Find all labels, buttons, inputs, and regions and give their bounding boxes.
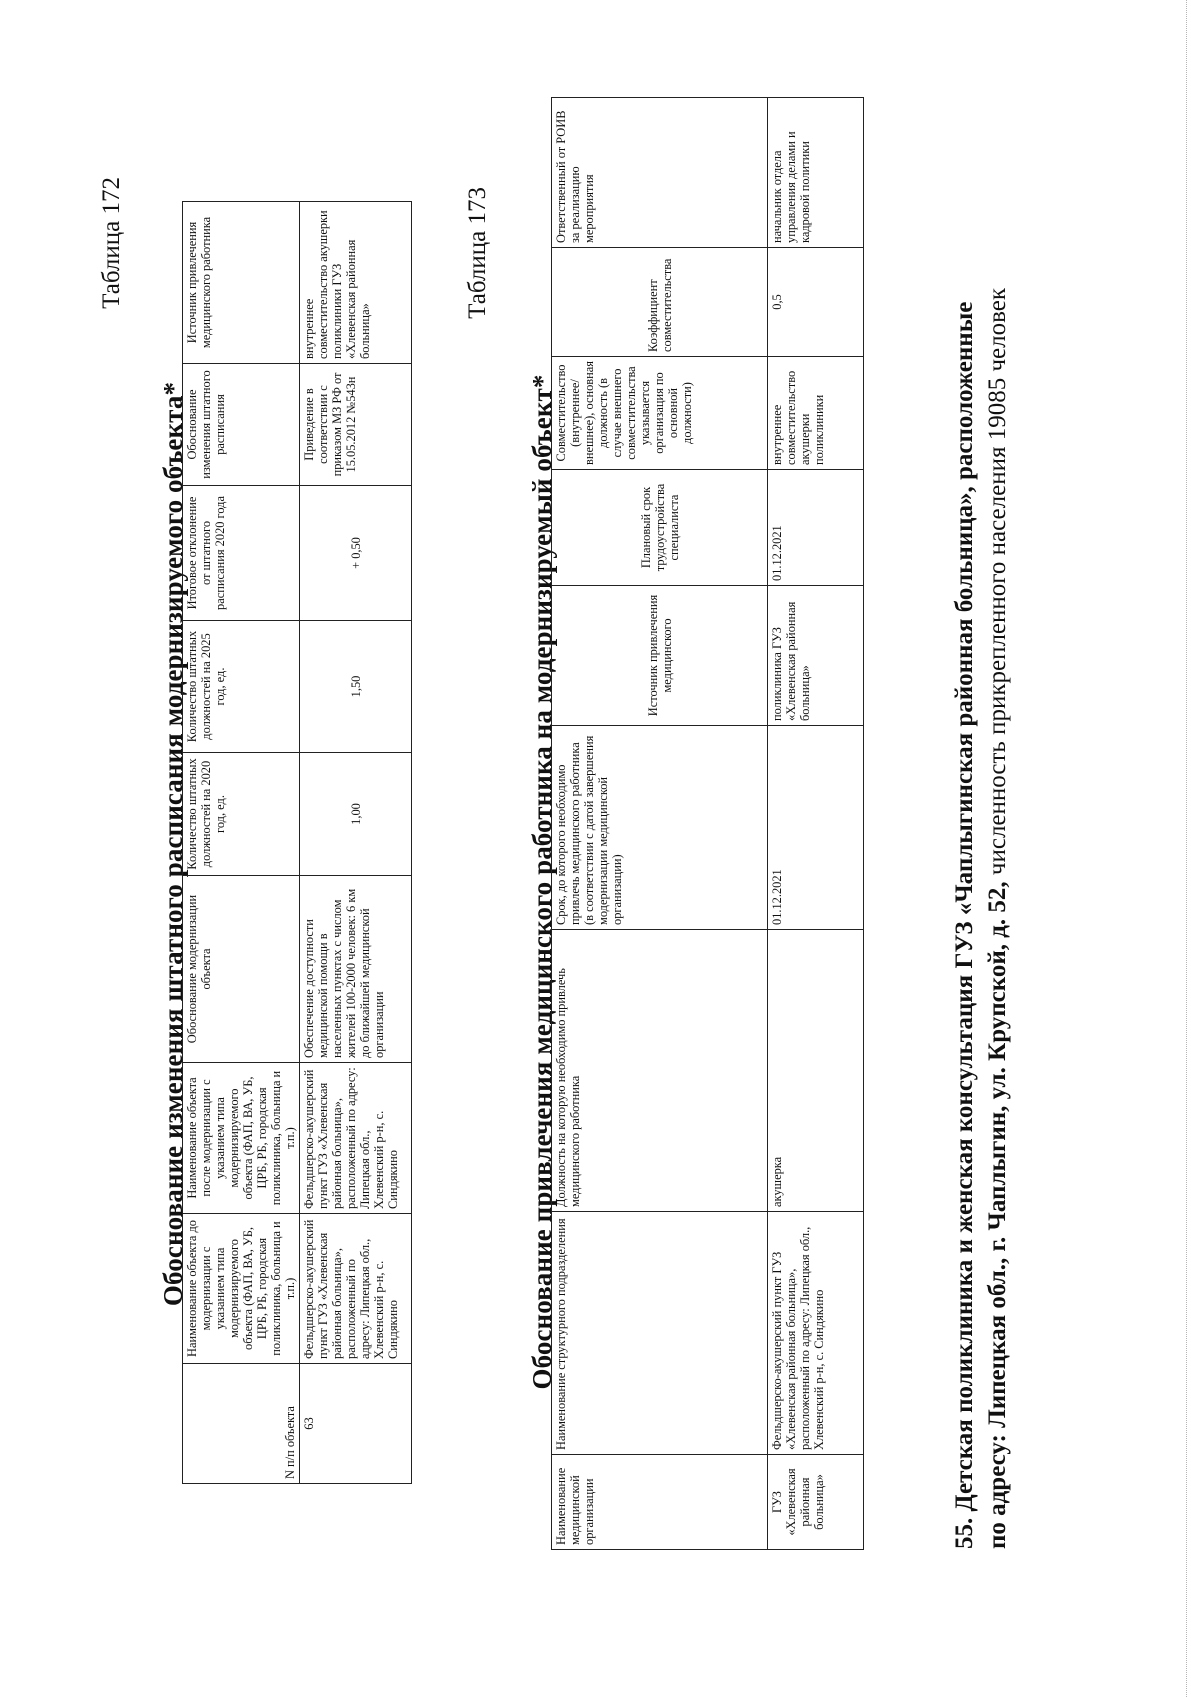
table-173-cell: акушерка bbox=[768, 930, 864, 1212]
table-173-cell: 01.12.2021 bbox=[768, 726, 864, 930]
table-173-cell: ГУЗ «Хлевенская районная больница» bbox=[768, 1455, 864, 1550]
table-172-header-cell: Наименование объекта до модернизации с указанием типа модернизируемого объекта (ФАП, ВА, УБ, ЦРБ, РБ, городская поликлиника, больница и т.п.) bbox=[183, 1214, 300, 1364]
table-173-header-cell: Срок, до которого необходимо привлечь медицинского работника (в соответствии с датой завершения модернизации медицинской организации) bbox=[552, 726, 768, 930]
table-173 bbox=[551, 97, 864, 1550]
table-172-header-cell: Наименование объекта после модернизации с указанием типа модернизируемого объекта (ФАП, ВА, УБ, ЦРБ, РБ, городская поликлиника, больница и т.п.) bbox=[183, 1063, 300, 1214]
table-173-header-cell: Плановый срок трудоустройства специалиста bbox=[552, 470, 768, 586]
table-172-header-cell: Количество штатных должностей на 2020 год, ед. bbox=[183, 753, 300, 876]
table-172-header-cell: Источник привлечения медицинского работника bbox=[183, 202, 300, 364]
table-172-header-row bbox=[183, 202, 300, 1484]
table-173-cell: Фельдшерско-акушерский пункт ГУЗ «Хлевенская районная больница», расположенный по адресу: Липецкая обл., Хлевенский р-н, с. Синдякино bbox=[768, 1212, 864, 1455]
table-173-label: Таблица 173 bbox=[464, 187, 491, 319]
table-172-label: Таблица 172 bbox=[98, 177, 125, 309]
table-173-header-cell: Коэффициент совместительства bbox=[552, 248, 768, 357]
table-173-title: Обоснование привлечения медицинского работника на модернизируемый объект* bbox=[527, 374, 557, 1390]
table-172-cell: 63 bbox=[300, 1364, 412, 1484]
table-172-header-cell: N п/п объекта bbox=[183, 1364, 300, 1484]
table-173-cell: 0,5 bbox=[768, 248, 864, 357]
table-172-cell: 1,00 bbox=[300, 753, 412, 876]
table-172-header-cell: Количество штатных должностей на 2025 год, ед. bbox=[183, 621, 300, 753]
section-heading bbox=[948, 149, 1014, 1549]
table-row bbox=[300, 202, 412, 1484]
table-172-cell: Фельдшерско-акушерский пункт ГУЗ «Хлевенская районная больница», расположенный по адресу: Липецкая обл., Хлевенский р-н, с. Синдякино bbox=[300, 1063, 412, 1214]
table-173-header-cell: Совместительство (внутреннее/внешнее), основная должность (в случае внешнего совместительства указывается организация по основной должности) bbox=[552, 357, 768, 470]
table-173-header-row bbox=[552, 98, 768, 1550]
section-heading-line-1 bbox=[948, 149, 981, 1549]
table-173-cell: 01.12.2021 bbox=[768, 470, 864, 586]
table-173-header-cell: Должность на которую необходимо привлечь медицинского работника bbox=[552, 930, 768, 1212]
table-172-cell: внутреннее совместительство акушерки поликлиники ГУЗ «Хлевенская районная больница» bbox=[300, 202, 412, 364]
table-172 bbox=[182, 201, 412, 1484]
table-173-cell: внутреннее совместительство акушерки поликлиники bbox=[768, 357, 864, 470]
table-172-cell: 1,50 bbox=[300, 621, 412, 753]
section-heading-line-2 bbox=[981, 149, 1014, 1549]
table-row bbox=[768, 98, 864, 1550]
table-173-header-cell: Ответственный от РОИВ за реализацию мероприятия bbox=[552, 98, 768, 248]
section-heading-number: 55. Детская поликлиника и женская консультация ГУЗ «Чаплыгинская районная больница», расположенные bbox=[951, 301, 978, 1549]
scan-edge-line bbox=[1186, 0, 1187, 1697]
section-heading-population: численность прикрепленного населения 19085 человек bbox=[984, 287, 1011, 882]
table-172-cell: Приведение в соответствии с приказом МЗ РФ от 15.05.2012 №543н bbox=[300, 364, 412, 486]
table-172-header-cell: Обоснование модернизации объекта bbox=[183, 876, 300, 1063]
table-172-cell: Фельдшерско-акушерский пункт ГУЗ «Хлевенская районная больница», расположенный по адресу: Липецкая обл., Хлевенский р-н, с. Синдякино bbox=[300, 1214, 412, 1364]
table-173-cell: начальник отдела управления делами и кадровой политики bbox=[768, 98, 864, 248]
table-172-header-cell: Итоговое отклонение от штатного расписания 2020 года bbox=[183, 486, 300, 621]
table-172-title: Обоснование изменения штатного расписания модернизируемого объекта* bbox=[158, 381, 188, 1307]
table-173-cell: поликлиника ГУЗ «Хлевенская районная больница» bbox=[768, 586, 864, 726]
table-172-cell: + 0,50 bbox=[300, 486, 412, 621]
section-heading-address: по адресу: Липецкая обл., г. Чаплыгин, ул. Крупской, д. 52, bbox=[984, 881, 1011, 1549]
table-172-cell: Обеспечение доступности медицинской помощи в населенных пунктах с числом жителей 100-2000 человек: 6 км до ближайшей медицинской организации bbox=[300, 876, 412, 1063]
table-172-header-cell: Обоснование изменения штатного расписания bbox=[183, 364, 300, 486]
table-173-header-cell: Наименование структурного подразделения bbox=[552, 1212, 768, 1455]
table-173-header-cell: Источник привлечения медицинского bbox=[552, 586, 768, 726]
table-173-header-cell: Наименование медицинской организации bbox=[552, 1455, 768, 1550]
